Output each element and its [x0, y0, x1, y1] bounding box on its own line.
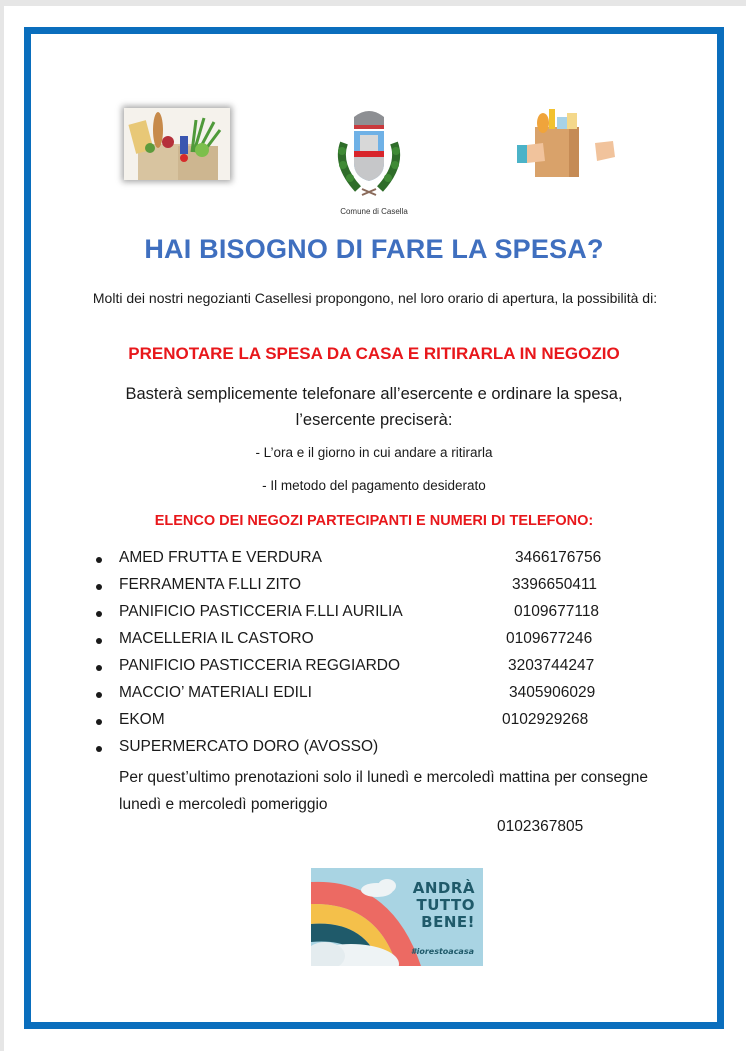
- shop-name: MACELLERIA IL CASTORO: [119, 630, 314, 647]
- shop-name: AMED FRUTTA E VERDURA: [119, 549, 322, 566]
- shop-list-item: [96, 602, 696, 629]
- banner-line: ANDRÀ: [412, 879, 475, 897]
- banner-line: TUTTO: [416, 896, 475, 914]
- instructions-line-2: l’esercente preciserà:: [295, 411, 453, 429]
- bullet-icon: [96, 611, 102, 617]
- instruction-point: - Il metodo del pagamento desiderato: [262, 478, 486, 493]
- shop-name: PANIFICIO PASTICCERIA F.LLI AURILIA: [119, 603, 403, 620]
- shop-list-item: [96, 548, 696, 575]
- shop-list-item: [96, 629, 696, 656]
- bullet-icon: [96, 746, 102, 752]
- instruction-point: - L’ora e il giorno in cui andare a ritirarla: [255, 445, 493, 460]
- shop-list-item: [96, 656, 696, 683]
- banner-text: [413, 880, 475, 931]
- supermarket-phone: 0102367805: [497, 818, 584, 835]
- shop-list-item: [96, 683, 696, 710]
- bullet-icon: [96, 719, 102, 725]
- intro-paragraph: Molti dei nostri negozianti Casellesi propongono, nel loro orario di apertura, la possibilità di:: [92, 290, 658, 306]
- shop-list-item: [96, 737, 696, 764]
- banner-line: BENE!: [421, 913, 475, 931]
- coat-of-arms-caption: Comune di Casella: [340, 207, 408, 216]
- shops-list-heading: ELENCO DEI NEGOZI PARTECIPANTI E NUMERI DI TELEFONO:: [154, 513, 594, 529]
- highlight-heading: PRENOTARE LA SPESA DA CASA E RITIRARLA IN NEGOZIO: [128, 344, 620, 363]
- andra-tutto-bene-banner: [311, 868, 483, 966]
- supermarket-note: Per quest’ultimo prenotazioni solo il lunedì e mercoledì mattina per consegne lunedì e mercoledì pomeriggio: [119, 769, 649, 813]
- shop-list-item: [96, 710, 696, 737]
- instructions-line-1: Basterà semplicemente telefonare all’esercente e ordinare la spesa,: [125, 385, 623, 403]
- shop-name: MACCIO’ MATERIALI EDILI: [119, 684, 312, 701]
- shop-phone: 3405906029: [509, 684, 596, 701]
- shop-phone: 3466176756: [515, 549, 602, 566]
- bullet-icon: [96, 665, 102, 671]
- instructions-paragraph: [24, 381, 724, 433]
- bullet-icon: [96, 638, 102, 644]
- shop-list-item: [96, 575, 696, 602]
- shop-phone: 0109677118: [514, 603, 600, 620]
- banner-hashtag: #iorestoacasa: [411, 947, 474, 956]
- coat-of-arms-icon: [330, 103, 408, 198]
- shop-name: PANIFICIO PASTICCERIA REGGIARDO: [119, 657, 401, 674]
- bullet-icon: [96, 557, 102, 563]
- bullet-icon: [96, 584, 102, 590]
- shop-phone: 0102929268: [502, 711, 589, 728]
- bullet-icon: [96, 692, 102, 698]
- shop-phone: 3396650411: [512, 576, 598, 593]
- groceries-bag-image: [124, 108, 230, 180]
- shop-name: FERRAMENTA F.LLI ZITO: [119, 576, 302, 593]
- shop-name: EKOM: [119, 711, 165, 728]
- grocery-delivery-illustration: [515, 105, 620, 180]
- shop-phone: 0109677246: [506, 630, 593, 647]
- page-title: HAI BISOGNO DI FARE LA SPESA?: [144, 234, 604, 264]
- shop-name: SUPERMERCATO DORO (AVOSSO): [119, 738, 379, 755]
- shop-phone: 3203744247: [508, 657, 595, 674]
